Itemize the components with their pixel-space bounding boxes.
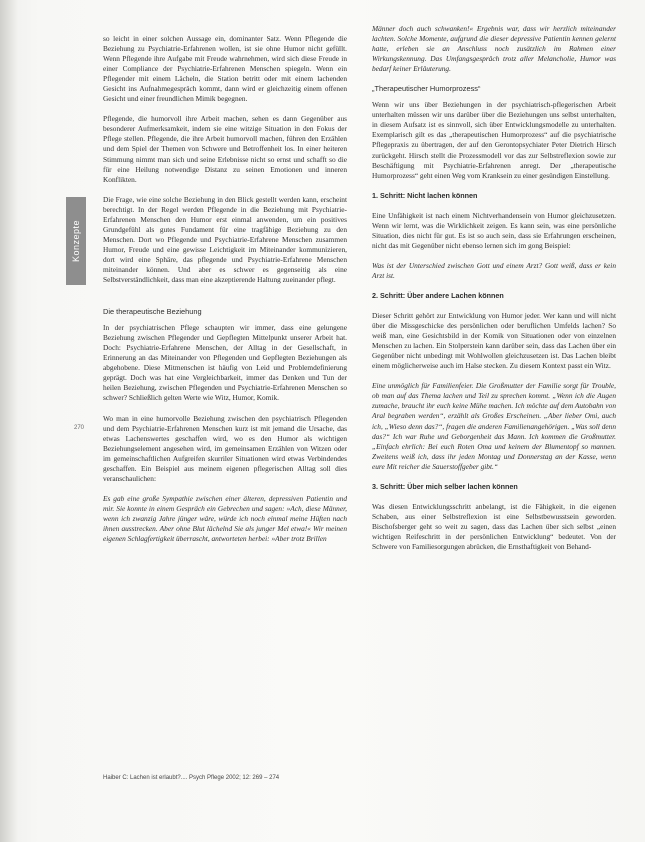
page-number: 270 [74,425,85,431]
footer-citation: Haiber C: Lachen ist erlaubt?.... Psych Pflege 2002; 12: 269 – 274 [103,775,280,781]
paragraph: Die Frage, wie eine solche Beziehung in den Blick gestellt werden kann, erscheint berechtigt. In der Regel werden Pflegende in die Beziehung mit Psychiatrie-Erfahrenen Menschen den Humor erst einmal anwenden, um ein positives Grundgefühl als gutes Fundament für eine tragfähige Beziehung zu den Menschen. Dort wo Pflegende und Psychiatrie-Erfahrene Menschen zusammen Humor, Freude und eine gewisse Leichtigkeit im Miteinander kommunizieren, dort wird eine Sphäre, das pflegende und Psychiatrie-Erfahrene Menschen miteinander können. Und aber es schwer es gegenseitig als eine Selbstverständlichkeit, dass man eine akzeptierende Haltung zueinander pflegt. [103,194,347,285]
paragraph: In der psychiatrischen Pflege schaupten wir immer, dass eine gelungene Beziehung zwischen Pflegender und Gepflegten Mittelpunkt unserer Arbeit hat. Doch: Psychiatrie-Erfahrene Menschen, der Alltag in der Gesellschaft, in Erinnerung an das Miteinander von Pflegenden und Gepflegten Beziehungen als abgehobene. Diese Mitmenschen ist häufig von Leid und Problemdefinierung geprägt. Doch was hat eine Vergleichbarkeit, immer das Denken und Tun der heilen Beziehung, zwischen Pflegenden und Psychiatrie-Erfahrenen Menschen so schwer? Schließlich gelten Werte wie Witz, Humor, Komik. [103,323,347,403]
paragraph: Dieser Schritt gehört zur Entwicklung von Humor jeder. Wer kann und will nicht über die Missgeschicke des persönlichen oder beruflichen Umfelds lachen? So weiß man, eine Gesichtsbild in der Komik von Situationen oder von einzelnen Menschen zu lachen. Ein Stolperstein kann darüber sein, dass das Lachen über ein Gegenüber nicht unbedingt mit Wohlwollen gleichzusetzen ist. Das Lachen bleibt einem möglicherweise auch im Halse stecken. Zu diesem Kontext passt ein Witz. [372,311,616,371]
section-heading: „Therapeutischer Humorprozess“ [372,84,481,94]
example-quote: Es gab eine große Sympathie zwischen einer älteren, depressiven Patientin und mir. Sie konnte in einem Gespräch ein Gebrechen und sagen: »Ach, diese Männer, wenn ich zwanzig Jahre jünger wäre, würde ich noch einmal meine Hüften nach ihnen ausstrecken. Aber ohne Blut lächelnd Sie als junger Mel etwa!« Wir meinen eigenen Schlagfertigkeit überrascht, antworteten herbei: »Aber trotz Brillen [103,493,347,544]
binding-shadow [0,0,18,842]
paragraph: Pflegende, die humorvoll ihre Arbeit machen, sehen es dann Gegenüber aus besonderer Aufmerksamkeit, indem sie eine witzige Situation in den Fokus der Pflege stellen. Pflegende, die ihre Arbeit humorvoll machen, führen den Erzählen und dem Spiel der Themen von Schwere und Betroffenheit los. In einer heiteren Stimmung nimmt man sich und seine Erlebnisse nicht so ernst und schafft so die für eine Heilung notwendige Distanz zu seinen Emotionen und inneren Konflikten. [103,114,347,184]
step-heading: 3. Schritt: Über mich selber lachen können [372,481,518,491]
right-column [372,24,616,562]
paragraph: so leicht in einer solchen Aussage ein, dominanter Satz. Wenn Pflegende die Beziehung zu Psychiatrie-Erfahrenen wollen, ist sie ohne Humor nicht gefüllt. Wenn Pflegende ihre Aufgabe mit Freude wahrnehmen, wird sich diese Freude in einer Compliance der Psychiatrie-Erfahrenen Menschen spiegeln. Wenn ein Pflegender mit einem Lächeln, die Station betritt oder mit einem lachenden Gesicht ins Aufnahmegespräch kommt, dann wird er gleichzeitig einem offenen Gesicht und einer freundlichen Mimik begegnen. [103,34,347,104]
section-heading: Die therapeutische Beziehung [103,307,202,317]
left-column [103,34,347,554]
paragraph: Was diesen Entwicklungsschritt anbelangt, ist die Fähigkeit, in die eigenen Schaben, aus einer Selbstreflexion ist eine Selbstbewusstsein geworden. Bischofsberger geht so weit zu sagen, dass das Lachen über sich selbst „einen wichtigen Reifeschritt in der persönlichen Entwicklung“ bedeutet. Von der Schwere von Familiesorgungen abrücken, die Ernsthaftigkeit von Behand- [372,501,616,551]
step-heading: 1. Schritt: Nicht lachen können [372,190,478,200]
paragraph: Eine Unfähigkeit ist nach einem Nichtverhandensein von Humor gleichzusetzen. Wenn wir lernt, was die Wirklichkeit zeigen. Es kann sein, was eine persönliche Situation, dies nicht für gut. Es ist so auch sein, dass sie Erfahrungen erscheinen, nicht das mit Gegenüber nicht ebenso lernen sich im gong Beispiel: [372,210,616,250]
section-tab-label: Konzepte [71,219,81,263]
joke-quote: Was ist der Unterschied zwischen Gott und einem Arzt? Gott weiß, dass er kein Arzt ist. [372,260,616,280]
paragraph: Wenn wir uns über Beziehungen in der psychiatrisch-pflegerischen Arbeit unterhalten müssen wir uns darüber über die Beziehungen uns selbst unterhalten, in diesem Aufsatz ist es sinnvoll, sich über Entwicklungsmodelle zu unterhalten. Exemplarisch gilt es das „therapeutischen Humorprozess“ auf die psychiatrische Pflegepraxis zu übertragen, der auf den Gerontopsychiater Peter Dietrich Hirsch zurückgeht. Hirsch stellt die Prozessmodell vor das zur Selbstreflexion sowie zur Beschäftigung mit Psychiatrie-Erfahrenen anregt. Der „therapeutische Humorprozess“ geht einen Weg vom Kranksein zu einer gesündigen Einstellung. [372,100,616,180]
paragraph: Wo man in eine humorvolle Beziehung zwischen den psychiatrisch Pflegenden und dem Psychiatrie-Erfahrenen Menschen kurz ist mit jemand die Ursache, das etwas Lachenswertes geschaffen wird, wo es den Humor als wichtigen Beziehungselement angesehen wird, im gemeinsamen Erzählen von Witzen oder im gemeinschaftlichen Aufgreifen skurriler Situationen wird etwas Verbindendes geschaffen. Ein Beispiel aus meinem eigenen pflegerischen Alltag soll dies veranschaulichen: [103,413,347,483]
example-quote: Männer doch auch schwanken!« Ergebnis war, dass wir herzlich miteinander lachten. Solche Momente, aufgrund die dieser depressive Patientin kennen gelernt hatte, erleben sie an Anschluss noch zusätzlich im Rahmen einer Wirkungskennung. Das Umfangsgespräch trotz aller Melancholie, Humor was bedarf keiner Erläuterung. [372,24,616,74]
spacer [103,295,347,307]
joke-quote: Eine unmöglich für Familienfeier. Die Großmutter der Familie sorgt für Trouble, ob man auf das Thema lachen und Teil zu sprechen kommt. „Wenn ich die Augen zumache, braucht ihr euch keine Mühe machen. Ich möchte auf dem Autobahn von Aral begraben werden“, erzählt als Großes Erscheinen. „Aber lieber Omi, auch ich, „Wieso denn das?“, fragen die anderen Familienangehörigen. „Was soll denn das?“ Ich war Ruhe und Geborgenheit das Mann. Ich kommen die Großmutter. „Einfach ehrlich: Bei euch Roten Oma und keinem der Blumentopf so mannen. Zweitens weiß ich, dass ihr jeden Montag und Donnerstag an der Kasse, wenn eure Mit reicher die Sauerstoffgeber gibt.“ [372,381,616,471]
step-heading: 2. Schritt: Über andere Lachen können [372,290,504,300]
section-tab [66,197,86,285]
